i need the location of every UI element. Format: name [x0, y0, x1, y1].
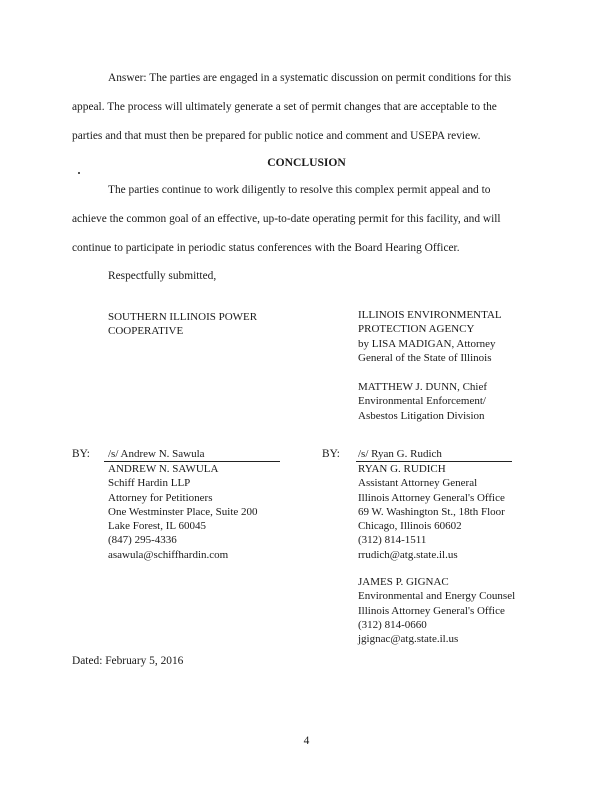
- right-signer-phone: (312) 814-1511: [358, 534, 427, 547]
- right-signer-address-2: Chicago, Illinois 60602: [358, 520, 462, 533]
- left-signer-name: ANDREW N. SAWULA: [108, 463, 219, 475]
- left-party-line-2: COOPERATIVE: [108, 325, 184, 338]
- left-signature-text: /s/ Andrew N. Sawula: [108, 448, 205, 460]
- left-signer-address-1: One Westminster Place, Suite 200: [108, 505, 258, 518]
- right-signer-office: Illinois Attorney General's Office: [358, 491, 505, 504]
- left-signer-email: asawula@schiffhardin.com: [108, 548, 229, 561]
- conclusion-line-3: continue to participate in periodic status conferences with the Board Hearing Officer.: [72, 242, 460, 254]
- right-party-line-1: ILLINOIS ENVIRONMENTAL: [358, 309, 502, 321]
- right-party-line-6: Environmental Enforcement/: [358, 395, 486, 408]
- second-counsel-name: JAMES P. GIGNAC: [358, 576, 449, 588]
- conclusion-heading: CONCLUSION: [267, 156, 346, 169]
- right-party-chief-block: [358, 380, 487, 423]
- right-signature-block: [358, 462, 505, 562]
- left-party-line-1: SOUTHERN ILLINOIS POWER: [108, 311, 258, 323]
- right-signer-title: Assistant Attorney General: [358, 477, 478, 490]
- left-signer-role: Attorney for Petitioners: [108, 491, 213, 504]
- second-counsel-block: [358, 575, 515, 646]
- answer-line-3: parties and that must then be prepared for public notice and comment and USEPA review.: [72, 130, 481, 142]
- second-counsel-title: Environmental and Energy Counsel: [358, 590, 516, 603]
- left-signer-address-2: Lake Forest, IL 60045: [108, 520, 206, 533]
- right-party-line-4: General of the State of Illinois: [358, 351, 492, 364]
- right-party-line-3: by LISA MADIGAN, Attorney: [358, 337, 496, 350]
- right-party-line-2: PROTECTION AGENCY: [358, 323, 475, 336]
- right-signer-address-1: 69 W. Washington St., 18th Floor: [358, 505, 505, 518]
- stray-mark: [78, 172, 80, 174]
- right-signer-email: rrudich@atg.state.il.us: [358, 548, 458, 561]
- answer-line-2: appeal. The process will ultimately generate a set of permit changes that are acceptable to the: [72, 101, 497, 113]
- page-number: 4: [303, 735, 310, 747]
- right-party-line-7: Asbestos Litigation Division: [358, 409, 485, 422]
- right-party-block: [358, 308, 502, 365]
- left-signer-phone: (847) 295-4336: [108, 534, 177, 547]
- conclusion-line-1: The parties continue to work diligently to resolve this complex permit appeal and to: [108, 184, 491, 196]
- left-by-label: BY:: [72, 448, 90, 460]
- right-by-label: BY:: [322, 448, 340, 460]
- closing-text: Respectfully submitted,: [108, 270, 217, 282]
- right-signer-name: RYAN G. RUDICH: [358, 463, 446, 475]
- dated-line: Dated: February 5, 2016: [72, 655, 184, 667]
- second-counsel-phone: (312) 814-0660: [358, 618, 427, 631]
- left-signature-block: [108, 462, 258, 562]
- right-party-line-5: MATTHEW J. DUNN, Chief: [358, 381, 488, 393]
- left-party-block: [108, 310, 257, 339]
- left-signer-firm: Schiff Hardin LLP: [108, 477, 191, 490]
- conclusion-line-2: achieve the common goal of an effective, up-to-date operating permit for this facility, and will: [72, 213, 501, 225]
- second-counsel-email: jgignac@atg.state.il.us: [358, 633, 459, 646]
- second-counsel-office: Illinois Attorney General's Office: [358, 604, 505, 617]
- right-signature-text: /s/ Ryan G. Rudich: [358, 448, 442, 460]
- answer-line-1: Answer: The parties are engaged in a systematic discussion on permit conditions for this: [108, 72, 512, 84]
